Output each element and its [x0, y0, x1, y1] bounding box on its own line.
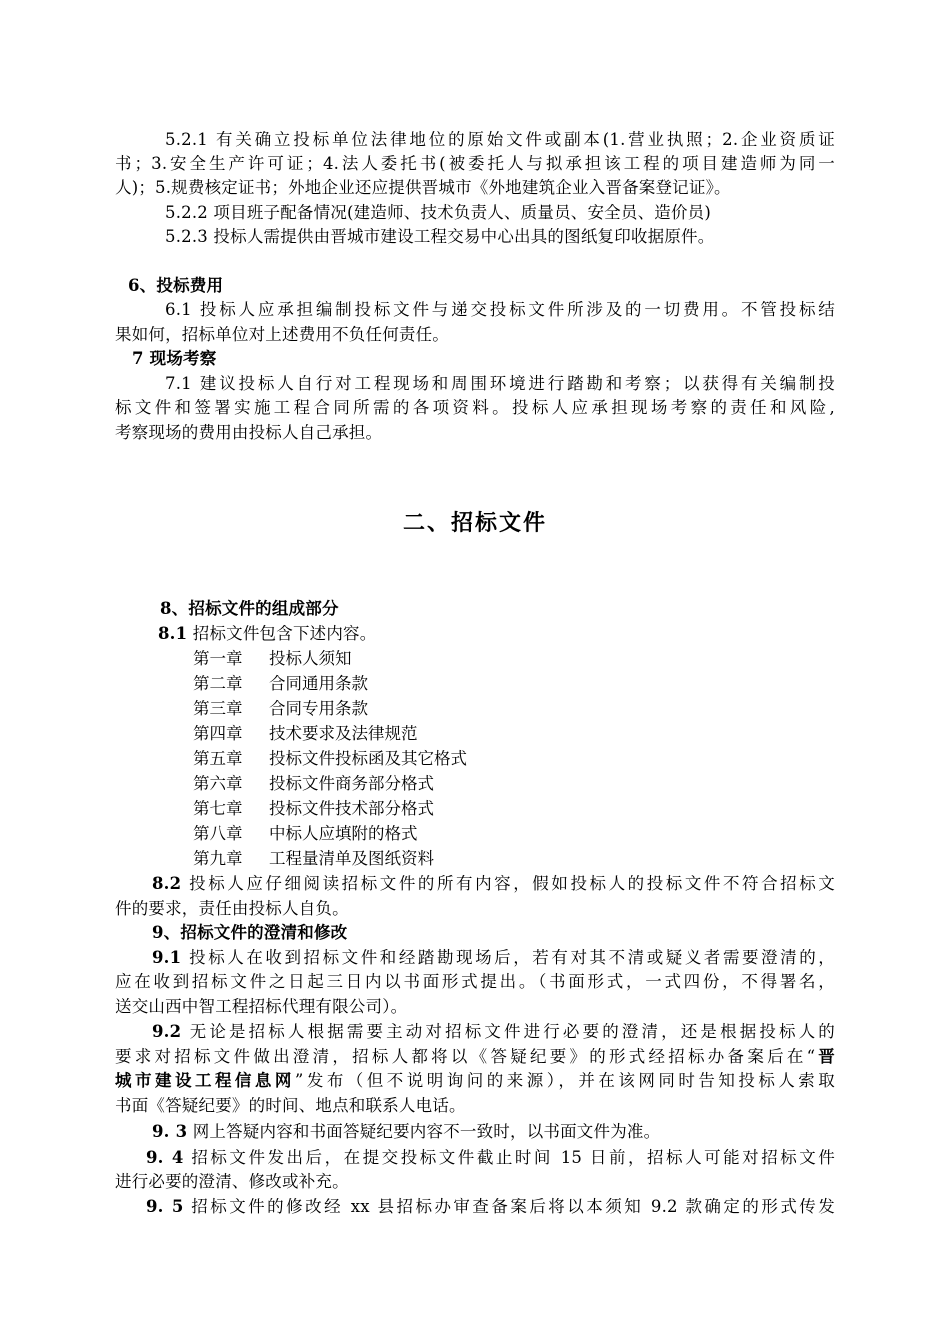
para-9-2-line-4: 书面《答疑纪要》的时间、地点和联系人电话。 — [115, 1096, 466, 1115]
para-5-2-1-line-2: 书；3.安全生产许可证；4.法人委托书(被委托人与拟承担该工程的项目建造师为同一 — [115, 154, 835, 173]
para-5-2-2: 5.2.2 项目班子配备情况(建造师、技术负责人、质量员、安全员、造价员) — [165, 203, 712, 222]
chapter-number: 第八章 — [193, 824, 243, 843]
chapter-item — [193, 722, 418, 746]
chapter-title: 投标文件技术部分格式 — [269, 799, 434, 818]
chapter-title: 工程量清单及图纸资料 — [269, 849, 434, 868]
para-9-4-line-1 — [146, 1146, 835, 1170]
para-9-2-line-1 — [152, 1020, 835, 1044]
para-9-1-line-2: 应在收到招标文件之日起三日内以书面形式提出。（书面形式，一式四份，不得署名， — [115, 972, 835, 991]
para-8-2-number: 8.2 — [152, 874, 182, 893]
chapter-item — [193, 822, 418, 846]
section-9-title: 9、招标文件的澄清和修改 — [152, 923, 348, 942]
para-9-4-text: 招标文件发出后，在提交投标文件截止时间 15 日前，招标人可能对招标文件 — [183, 1148, 835, 1167]
para-9-1-line-1 — [152, 946, 835, 970]
chapter-number: 第三章 — [193, 699, 243, 718]
para-7-1-line-1: 7.1 建议投标人自行对工程现场和周围环境进行踏勘和考察；以获得有关编制投 — [165, 374, 835, 393]
chapter-number: 第一章 — [193, 649, 243, 668]
para-8-1-text: 招标文件包含下述内容。 — [187, 624, 377, 643]
para-9-5-text: 招标文件的修改经 xx 县招标办审查备案后将以本须知 9.2 款确定的形式传发 — [183, 1197, 835, 1216]
para-9-3-number: 9. 3 — [152, 1122, 188, 1141]
para-8-2-line-1 — [152, 872, 835, 896]
section-heading: 二、招标文件 — [402, 510, 547, 536]
section-6-title: 6、投标费用 — [128, 276, 224, 295]
chapter-item — [193, 697, 368, 721]
para-8-2-line-2: 件的要求，责任由投标人自负。 — [115, 899, 349, 918]
para-9-4-line-2: 进行必要的澄清、修改或补充。 — [115, 1172, 349, 1191]
chapter-title: 投标人须知 — [269, 649, 352, 668]
chapter-number: 第七章 — [193, 799, 243, 818]
chapter-number: 第六章 — [193, 774, 243, 793]
para-9-2-text: ”发布（但不说明询问的来源），并在该网同时告知投标人索取 — [294, 1071, 835, 1090]
chapter-title: 技术要求及法律规范 — [269, 724, 418, 743]
chapter-number: 第二章 — [193, 674, 243, 693]
para-9-5-number: 9. 5 — [146, 1197, 184, 1216]
para-5-2-1-line-3: 人)；5.规费核定证书；外地企业还应提供晋城市《外地建筑企业入晋备案登记证》。 — [115, 178, 731, 197]
chapter-item — [193, 747, 467, 771]
para-6-1-line-2: 果如何，招标单位对上述费用不负任何责任。 — [115, 325, 449, 344]
para-7-1-line-3: 考察现场的费用由投标人自己承担。 — [115, 423, 383, 442]
para-9-2-number: 9.2 — [152, 1022, 182, 1041]
website-name: 城市建设工程信息网 — [115, 1071, 295, 1090]
para-9-3 — [152, 1120, 660, 1144]
chapter-title: 投标文件投标函及其它格式 — [269, 749, 467, 768]
chapter-number: 第五章 — [193, 749, 243, 768]
para-9-1-number: 9.1 — [152, 948, 182, 967]
para-9-2-text: 无论是招标人根据需要主动对招标文件进行必要的澄清，还是根据投标人的 — [181, 1022, 835, 1041]
chapter-item — [193, 672, 368, 696]
para-8-1-number: 8.1 — [158, 624, 188, 643]
para-9-2-text: 要求对招标文件做出澄清，招标人都将以《答疑纪要》的形式经招标办备案后在“ — [115, 1047, 816, 1066]
para-9-3-text: 网上答疑内容和书面答疑纪要内容不一致时，以书面文件为准。 — [187, 1122, 661, 1141]
para-9-5-line-1 — [146, 1195, 835, 1219]
para-8-1 — [158, 622, 376, 646]
para-8-2-text: 投标人应仔细阅读招标文件的所有内容，假如投标人的投标文件不符合招标文 — [181, 874, 835, 893]
chapter-item — [193, 772, 434, 796]
chapter-item — [193, 847, 434, 871]
chapter-number: 第九章 — [193, 849, 243, 868]
chapter-number: 第四章 — [193, 724, 243, 743]
para-9-2-line-3 — [115, 1069, 835, 1093]
para-5-2-1-line-1: 5.2.1 有关确立投标单位法律地位的原始文件或副本(1.营业执照；2.企业资质证 — [165, 130, 835, 149]
para-9-1-text: 投标人在收到招标文件和经踏勘现场后，若有对其不清或疑义者需要澄清的， — [181, 948, 835, 967]
para-6-1-line-1: 6.1 投标人应承担编制投标文件与递交投标文件所涉及的一切费用。不管投标结 — [165, 300, 835, 319]
para-9-1-line-3: 送交山西中智工程招标代理有限公司）。 — [115, 997, 408, 1016]
para-9-4-number: 9. 4 — [146, 1148, 184, 1167]
chapter-item — [193, 797, 434, 821]
chapter-title: 合同专用条款 — [269, 699, 368, 718]
section-7-title: 7 现场考察 — [132, 349, 217, 368]
chapter-title: 合同通用条款 — [269, 674, 368, 693]
section-8-title: 8、招标文件的组成部分 — [160, 599, 339, 618]
website-name-part: 晋 — [815, 1047, 835, 1066]
chapter-item — [193, 647, 352, 671]
para-7-1-line-2: 标文件和签署实施工程合同所需的各项资料。投标人应承担现场考察的责任和风险, — [115, 398, 835, 417]
chapter-title: 中标人应填附的格式 — [269, 824, 418, 843]
chapter-title: 投标文件商务部分格式 — [269, 774, 434, 793]
para-9-2-line-2 — [115, 1045, 835, 1069]
para-5-2-3: 5.2.3 投标人需提供由晋城市建设工程交易中心出具的图纸复印收据原件。 — [165, 227, 715, 246]
